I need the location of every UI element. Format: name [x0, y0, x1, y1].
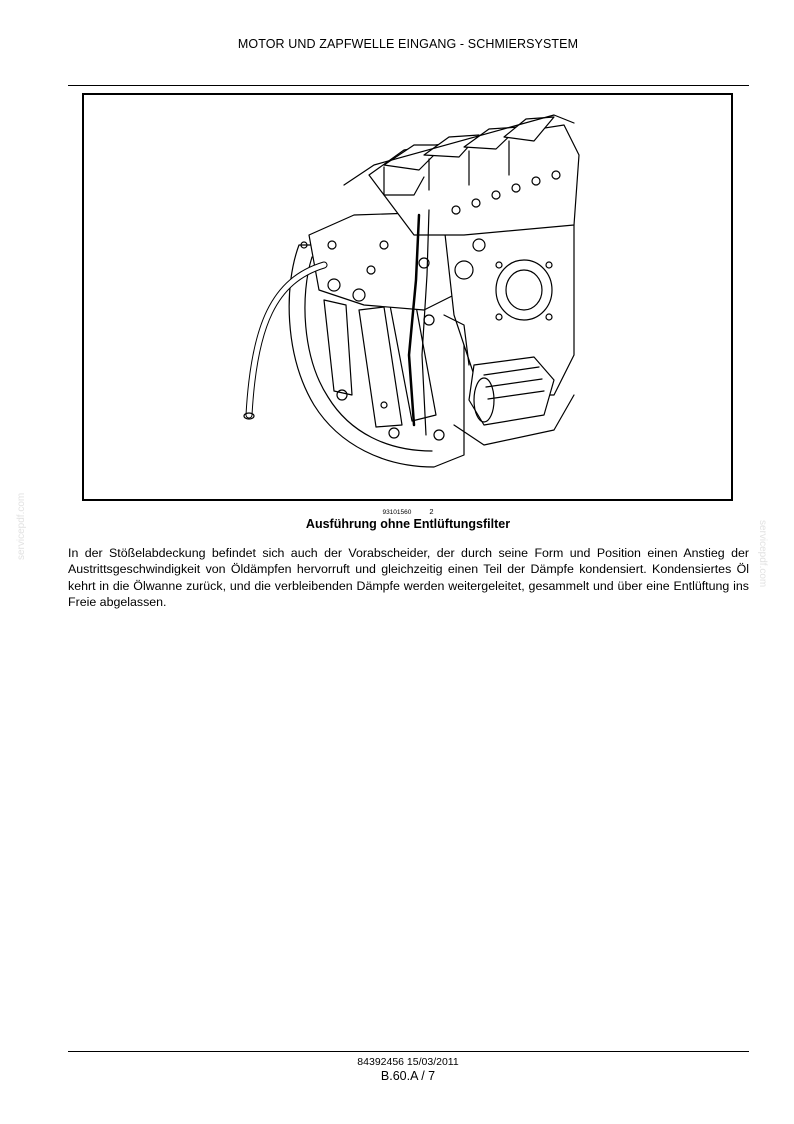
footer-doc-reference: 84392456 15/03/2011 — [357, 1056, 459, 1068]
page-header-title: MOTOR UND ZAPFWELLE EINGANG - SCHMIERSYSTEM — [237, 37, 579, 51]
figure-caption: Ausführung ohne Entlüftungsfilter — [305, 517, 511, 531]
figure-frame — [82, 93, 733, 501]
figure-ref-code: 93101560 — [382, 509, 412, 516]
header-rule — [68, 85, 749, 86]
watermark-left: servicepdf.com — [16, 492, 27, 560]
watermark-right: servicepdf.com — [757, 520, 768, 588]
figure-number: 2 — [429, 507, 434, 516]
footer-page-number: B.60.A / 7 — [380, 1069, 436, 1083]
engine-illustration — [84, 95, 733, 501]
figure-reference — [0, 507, 794, 516]
body-paragraph: In der Stößelabdeckung befindet sich auch der Vorabscheider, der durch seine Form und Position einen Anstieg der Austrittsgeschwindigkeit von Öldämpfen hervorruft und gleichzeitig einen Teil der Dämpfe kondensiert. Kondensiertes Öl kehrt in die Ölwanne zurück, und die verbleibenden Dämpfe werden weitergeleitet, gesammelt und über eine Entlüftung ins Freie abgelassen. — [68, 546, 749, 609]
footer-rule — [68, 1051, 749, 1052]
